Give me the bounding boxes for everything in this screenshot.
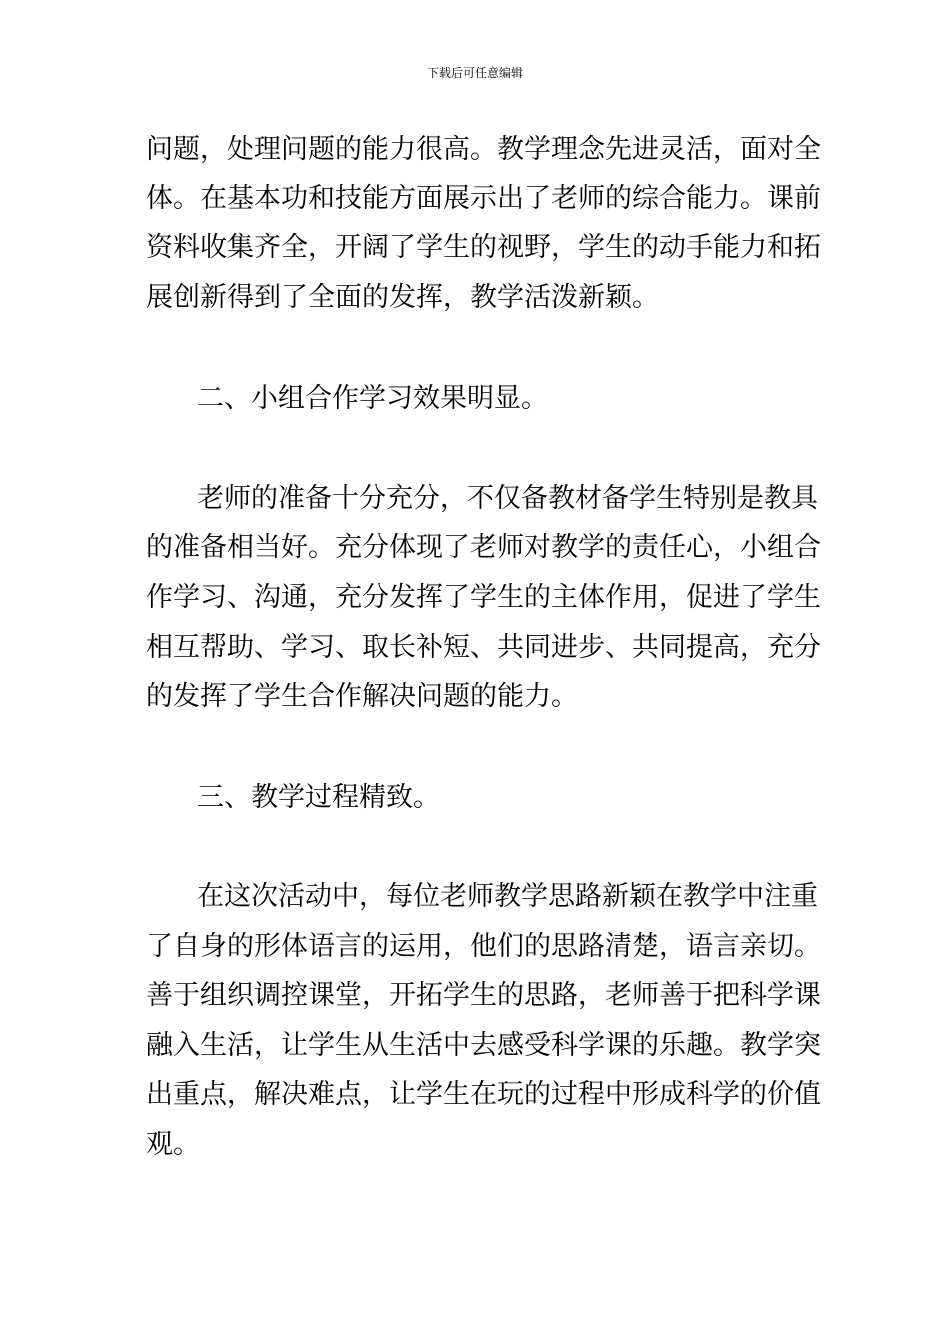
paragraph-line: 出重点，解决难点，让学生在玩的过程中形成科学的价值 <box>146 1079 821 1110</box>
paragraph-line: 问题，处理问题的能力很高。教学理念先进灵活，面对全 <box>146 134 821 165</box>
paragraph-line: 相互帮助、学习、取长补短、共同进步、共同提高，充分 <box>146 632 821 663</box>
paragraph-line: 观。 <box>146 1129 200 1160</box>
paragraph-line: 展创新得到了全面的发挥，教学活泼新颖。 <box>146 282 659 313</box>
paragraph-line: 的发挥了学生合作解决问题的能力。 <box>146 681 578 712</box>
paragraph-line: 体。在基本功和技能方面展示出了老师的综合能力。课前 <box>146 183 821 214</box>
section-heading-3: 三、教学过程精致。 <box>197 782 440 813</box>
paragraph-line: 在这次活动中，每位老师教学思路新颖在教学中注重 <box>197 881 818 912</box>
paragraph-line: 资料收集齐全，开阔了学生的视野，学生的动手能力和拓 <box>146 232 821 263</box>
paragraph-line: 善于组织调控课堂，开拓学生的思路，老师善于把科学课 <box>146 980 821 1011</box>
header-note: 下载后可任意编辑 <box>426 66 523 80</box>
paragraph-line: 融入生活，让学生从生活中去感受科学课的乐趣。教学突 <box>146 1030 821 1061</box>
paragraph-line: 了自身的形体语言的运用，他们的思路清楚，语言亲切。 <box>146 931 821 962</box>
paragraph-line: 作学习、沟通，充分发挥了学生的主体作用，促进了学生 <box>146 582 821 613</box>
section-heading-2: 二、小组合作学习效果明显。 <box>197 383 548 414</box>
paragraph-line: 的准备相当好。充分体现了老师对教学的责任心，小组合 <box>146 532 821 563</box>
paragraph-line: 老师的准备十分充分，不仅备教材备学生特别是教具 <box>197 483 818 514</box>
